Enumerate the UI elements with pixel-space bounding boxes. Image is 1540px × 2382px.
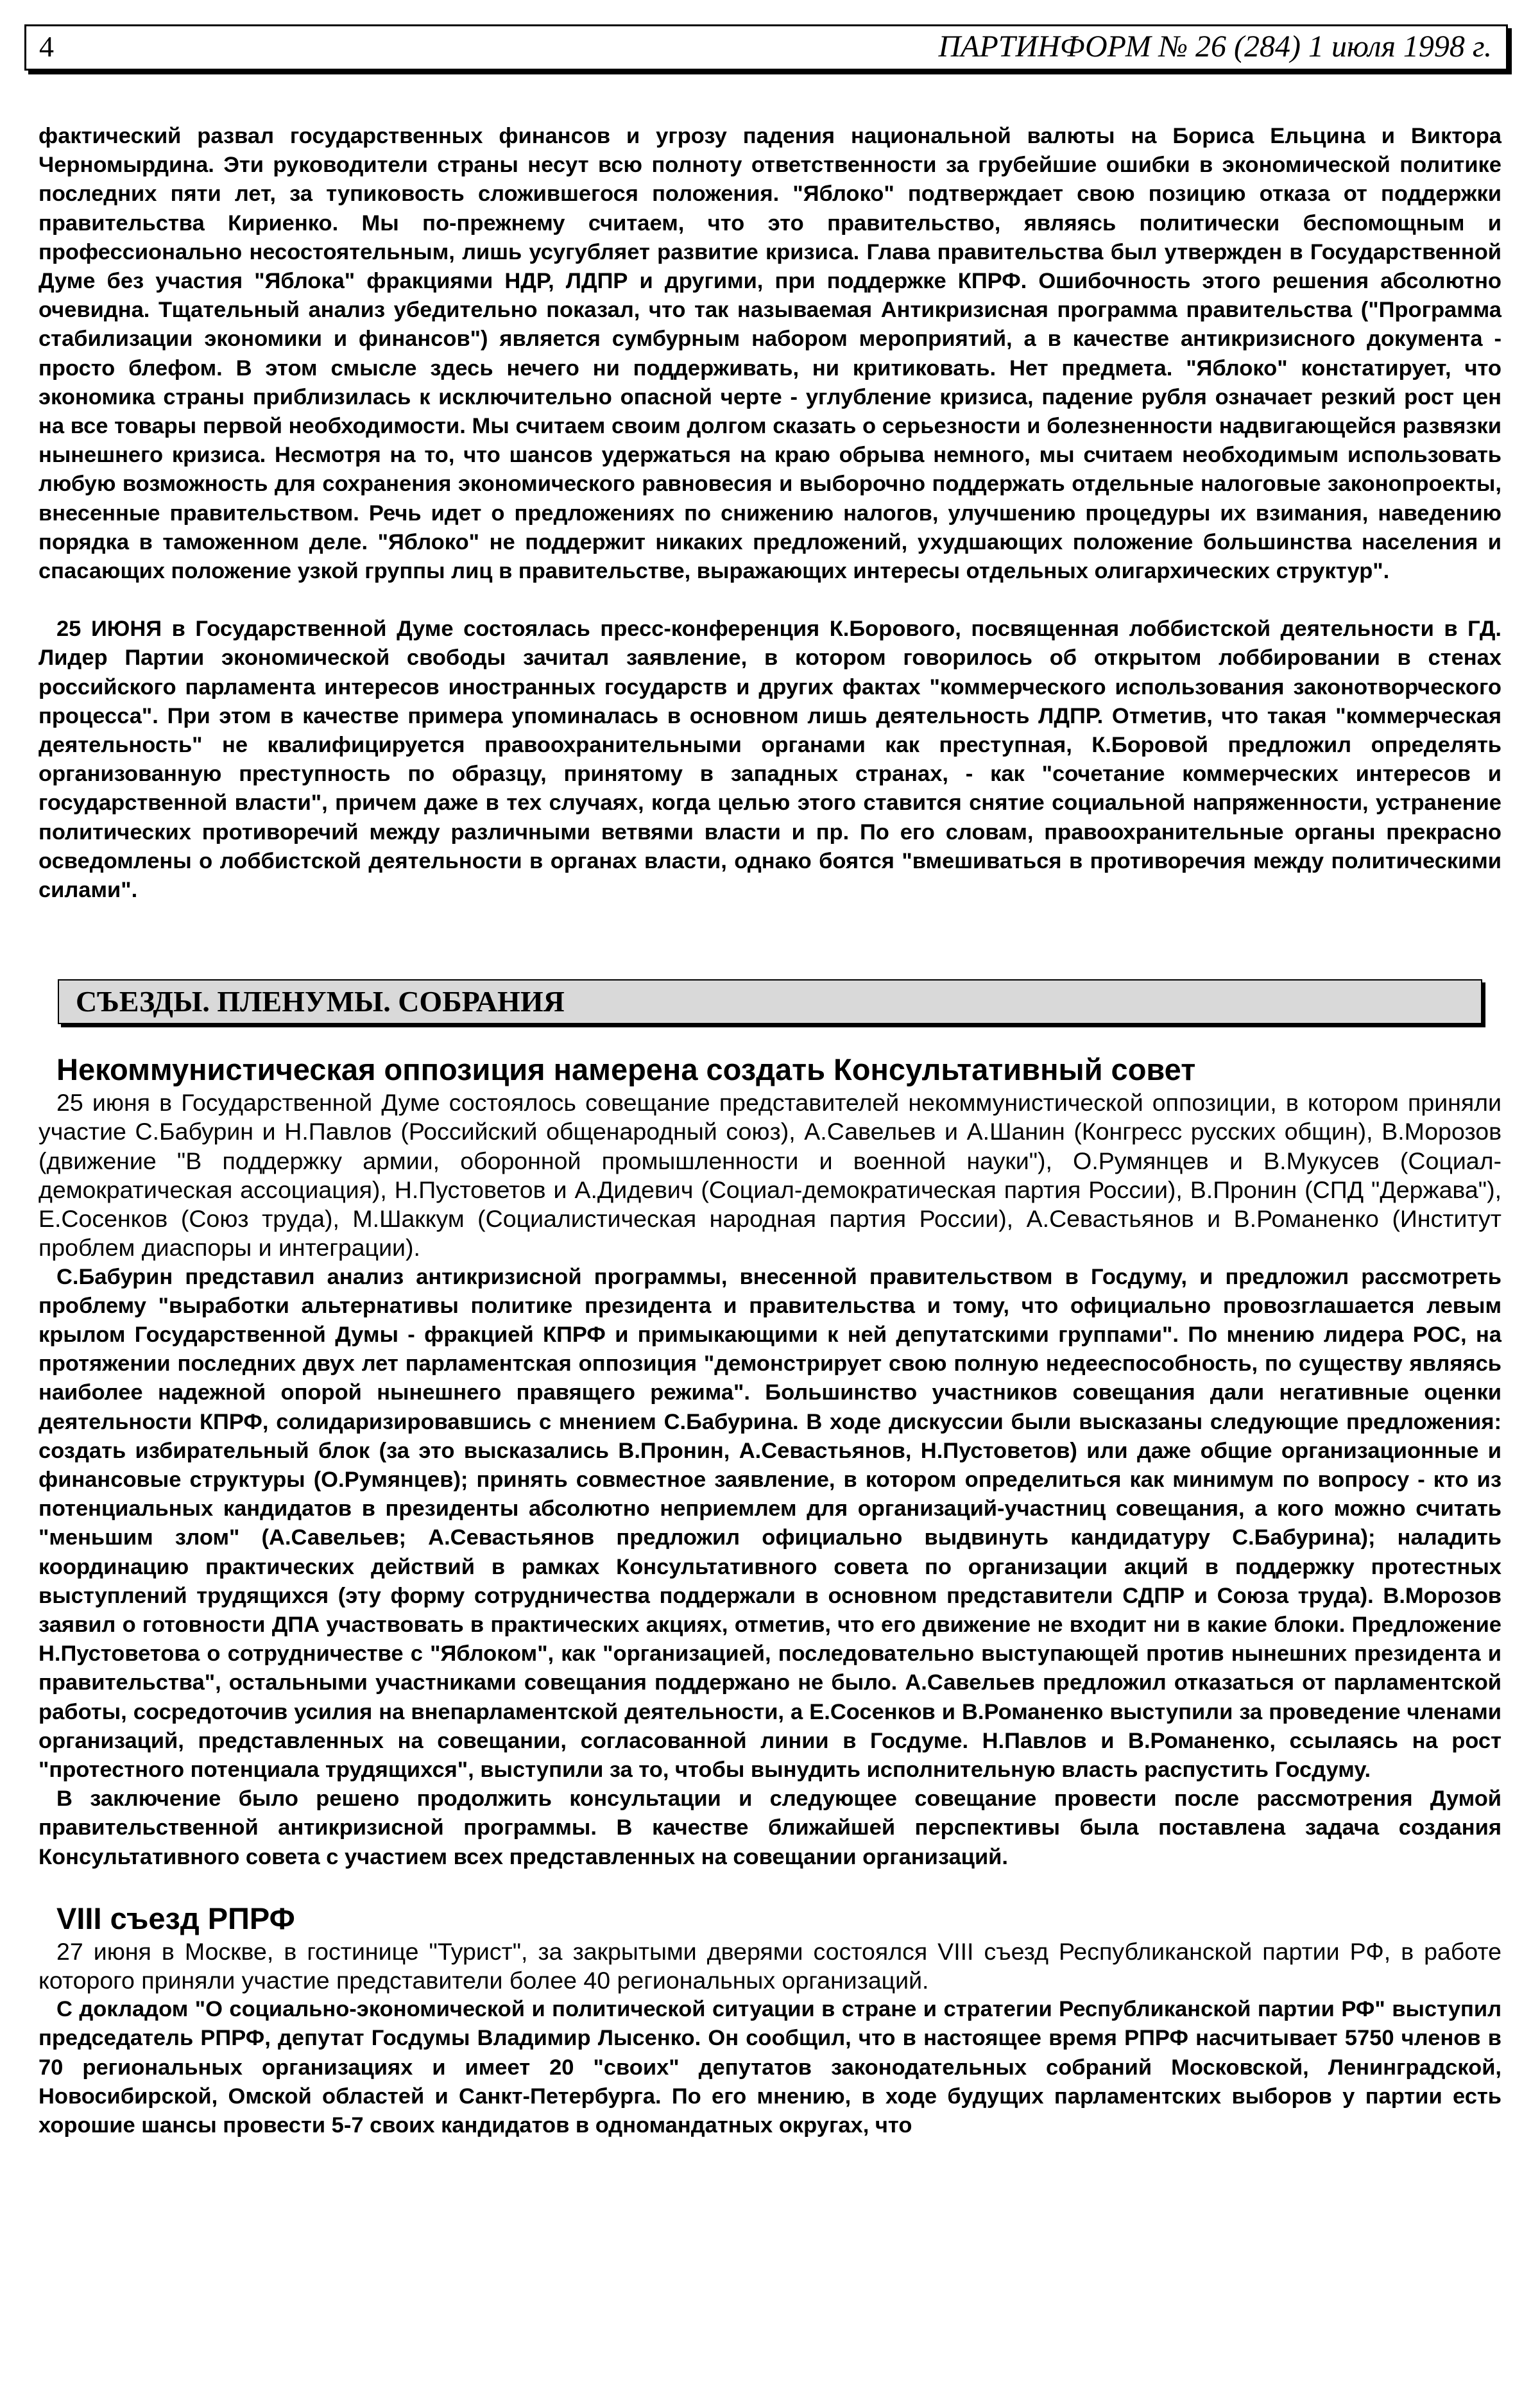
article-lead-opposition: 25 июня в Государственной Думе состоялось совещание представителей некоммунистической оппозиции, в котором приняли участие С.Бабурин и Н.Павлов (Российский общенародный союз), А.Савельев и А.Шанин (Конгресс русских общин), В.Морозов (движение "В поддержку армии, оборонной промышленности и военной науки"), О.Румянцев и В.Мукусев (Социал-демократическая ассоциация), Н.Пустоветов и А.Дидевич (Социал-демократическая партия России), В.Пронин (СПД "Держава"), Е.Сосенков (Союз труда), М.Шаккум (Социалистическая народная партия России), А.Севастьянов и В.Романенко (Институт проблем диаспоры и интеграции).	[38, 1089, 1502, 1262]
article-conclusion-opposition: В заключение было решено продолжить консультации и следующее совещание провести после рассмотрения Думой правительственной антикризисной программы. В качестве ближайшей перспективы была поставлена задача создания Консультативного совета с участием всех представленных на совещании организаций.	[38, 1786, 1502, 1869]
article-headline-rprf: VIII съезд РПРФ	[56, 1901, 295, 1935]
article-body-opposition: С.Бабурин представил анализ антикризисной программы, внесенной правительством в Госдуму, и предложил рассмотреть проблему "выработки альтернативы политике президента и правительства и тому, что официально провозглашается левым крылом Государственной Думы - фракцией КПРФ и примыкающими к ней депутатскими группами". По мнению лидера РОС, на протяжении последних двух лет парламентская оппозиция "демонстрирует свою полную недееспособность, по существу являясь наиболее надежной опорой нынешнего правящего режима". Большинство участников совещания дали негативные оценки деятельности КПРФ, солидаризировавшись с мнением С.Бабурина. В ходе дискуссии были высказаны следующие предложения: создать избирательный блок (за это высказались В.Пронин, А.Севастьянов, Н.Пустоветов) или даже общие организационные и финансовые структуры (О.Румянцев); принять совместное заявление, в котором определиться как минимум по вопросу - кто из потенциальных кандидатов в президенты абсолютно неприемлем для организаций-участниц совещания, а кого можно считать "меньшим злом" (А.Савельев; А.Севастьянов предложил официально выдвинуть кандидатуру С.Бабурина); наладить координацию практических действий в рамках Консультативного совета по организации акций в поддержку протестных выступлений трудящихся (эту форму сотрудничества поддержали в основном представители СДПР и Союза труда). В.Морозов заявил о готовности ДПА участвовать в практических акциях, отметив, что его движение не входит ни в какие блоки. Предложение Н.Пустоветова о сотрудничестве с "Яблоком", как "организацией, последовательно выступающей против нынешних президента и правительства", остальными участниками совещания поддержано не было. А.Савельев предложил отказаться от парламентской работы, сосредоточив усилия на внепарламентской деятельности, а Е.Сосенков и В.Романенко выступили за проведение членами организаций, представленных на совещании, согласованной линии в Госдуме. Н.Павлов и В.Романенко, ссылаясь на рост "протестного потенциала трудящихся", выступили за то, чтобы вынудить исполнительную власть распустить Госдуму.	[38, 1264, 1502, 1782]
borovoy-press-conference-paragraph: 25 ИЮНЯ в Государственной Думе состоялась пресс-конференция К.Борового, посвященная лоббистской деятельности в ГД. Лидер Партии экономической свободы зачитал заявление, в котором говорилось об открытом лоббировании в стенах российского парламента интересов иностранных государств и других фактах "коммерческого использования законотворческого процесса". При этом в качестве примера упоминалась в основном лишь деятельность ЛДПР. Отметив, что такая "коммерческая деятельность" не квалифицируется правоохранительными органами как преступная, К.Боровой предложил определять организованную преступность по образцу, принятому в западных странах, - как "сочетание коммерческих интересов и государственной власти", причем даже в тех случаях, когда целью этого ставится снятие социальной напряженности, устранение политических противоречий между различными ветвями власти и пр. По его словам, правоохранительные органы прекрасно осведомлены о лоббистской деятельности в органах власти, однако боятся "вмешиваться в противоречия между политическими силами".	[38, 617, 1502, 903]
page-number: 4	[39, 30, 54, 63]
article-body-rprf: С докладом "О социально-экономической и политической ситуации в стране и стратегии Республиканской партии РФ" выступил председатель РПРФ, депутат Госдумы Владимир Лысенко. Он сообщил, что в настоящее время РПРФ насчитывает 5750 членов в 70 региональных организациях и имеет 20 "своих" депутатов законодательных собраний Московской, Ленинградской, Новосибирской, Омской областей и Санкт-Петербурга. По его мнению, в ходе будущих парламентских выборов у партии есть хорошие шансы провести 5-7 своих кандидатов в одномандатных округах, что	[38, 1997, 1502, 2138]
article-lead-rprf: 27 июня в Москве, в гостинице "Турист", за закрытыми дверями состоялся VIII съезд Республиканской партии РФ, в работе которого приняли участие представители более 40 региональных организаций.	[38, 1937, 1502, 1994]
page-header	[24, 24, 1508, 71]
article-headline-opposition: Некоммунистическая оппозиция намерена создать Консультативный совет	[56, 1052, 1196, 1087]
section-title-bar: СЪЕЗДЫ. ПЛЕНУМЫ. СОБРАНИЯ	[58, 979, 1482, 1024]
yabloko-statement-paragraph: фактический развал государственных финансов и угрозу падения национальной валюты на Бориса Ельцина и Виктора Черномырдина. Эти руководители страны несут всю полноту ответственности за грубейшие ошибки в экономической политике последних пяти лет, за тупиковость сложившегося положения. "Яблоко" подтверждает свою позицию отказа от поддержки правительства Кириенко. Мы по-прежнему считаем, что это правительство, являясь политически беспомощным и профессионально несостоятельным, лишь усугубляет развитие кризиса. Глава правительства был утвержден в Государственной Думе без участия "Яблока" фракциями НДР, ЛДПР и другими, при поддержке КПРФ. Ошибочность этого решения абсолютно очевидна. Тщательный анализ убедительно показал, что так называемая Антикризисная программа правительства ("Программа стабилизации экономики и финансов") является сумбурным набором мероприятий, а в качестве антикризисного документа - просто блефом. В этом смысле здесь нечего ни поддерживать, ни критиковать. Нет предмета. "Яблоко" констатирует, что экономика страны приблизилась к исключительно опасной черте - углубление кризиса, падение рубля означает резкий рост цен на все товары первой необходимости. Мы считаем своим долгом сказать о серьезности и болезненности надвигающейся развязки нынешнего кризиса. Несмотря на то, что шансов удержаться на краю обрыва немного, мы считаем необходимым использовать любую возможность для сохранения экономического равновесия и выборочно поддержать отдельные налоговые законопроекты, внесенные правительством. Речь идет о предложениях по снижению налогов, улучшению процедуры их взимания, наведению порядка в таможенном деле. "Яблоко" не поддержит никаких предложений, ухудшающих положение большинства населения и спасающих положение узкой группы лиц в правительстве, выражающих интересы отдельных олигархических структур".	[38, 124, 1502, 584]
publication-title: ПАРТИНФОРМ № 26 (284) 1 июля 1998 г.	[938, 30, 1492, 64]
page-content	[38, 122, 1502, 2140]
